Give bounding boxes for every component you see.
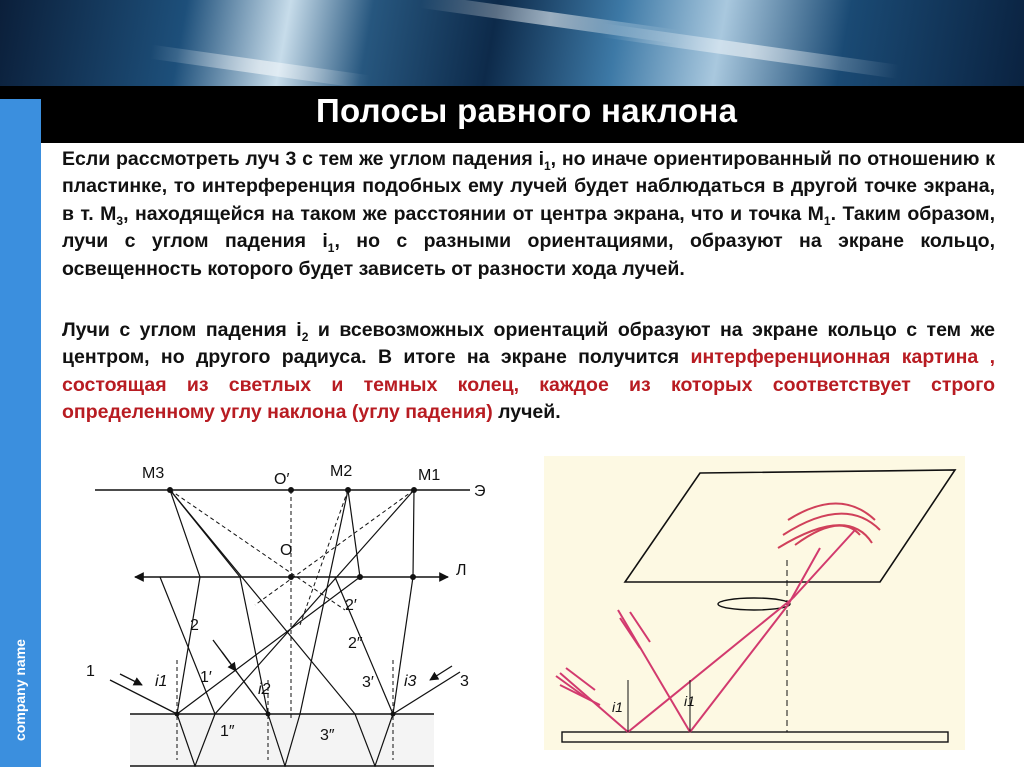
label-i1-left: i1 (612, 699, 623, 715)
label-i3: i3 (404, 673, 417, 690)
bottom-plate (562, 732, 948, 742)
paragraph-2: Лучи с углом падения $i_2$ и всевозможных ориентаций образуют на экране кольцо с тем же центром, но другого радиуса. В итоге на экране получится интерференционная картина , состоящая из светлых и темных колец, каждое из которых соответствует строго определенному углу наклона (углу падения) лучей. (62, 319, 996, 424)
label-E: Э (474, 483, 486, 500)
header-banner-image (0, 0, 1024, 86)
label-ray1: 1 (86, 663, 95, 680)
label-i2: i2 (258, 681, 271, 698)
label-i1-right: i1 (684, 693, 695, 709)
label-ray2: 2 (190, 617, 199, 634)
label-M1: M1 (418, 467, 441, 484)
label-L: Л (456, 562, 467, 579)
label-ray1-prime: 1′ (200, 669, 212, 686)
label-ray1-dprime: 1″ (220, 723, 235, 740)
label-M2: M2 (330, 463, 353, 480)
label-O: O (280, 542, 293, 559)
label-ray2-prime: 2′ (345, 597, 357, 614)
label-O-prime: O′ (274, 471, 290, 488)
highlighted-text: интерференционная картина , состоящая из светлых и темных колец, каждое из которых соответствует строго определенному углу наклона (углу падения) (62, 346, 995, 424)
label-ray2-dprime: 2″ (348, 635, 363, 652)
label-i1: i1 (155, 673, 168, 690)
label-ray3-prime: 3′ (362, 674, 374, 691)
company-name: company name (12, 639, 28, 741)
label-ray3: 3 (460, 673, 469, 690)
perspective-illustration (544, 456, 965, 750)
label-ray3-dprime: 3″ (320, 727, 335, 744)
label-M3: M3 (142, 465, 165, 482)
ray-diagram-figure (80, 455, 510, 767)
slide-title: Полосы равного наклона (316, 92, 738, 129)
paragraph-1: Если рассмотреть луч 3 с тем же углом падения $i_1$, но иначе ориентированный по отношению к пластинке, то интерференция подобных ему лучей будет наблюдаться в другой точке экрана, в т. $M_3$, находящейся на таком же расстоянии от центра экрана, что и точка $M_1$. Таким образом, лучи с углом падения $i_1$, но с разными ориентациями, образуют на экране кольцо, освещенность которого будет зависеть от разности хода лучей. (62, 148, 995, 280)
